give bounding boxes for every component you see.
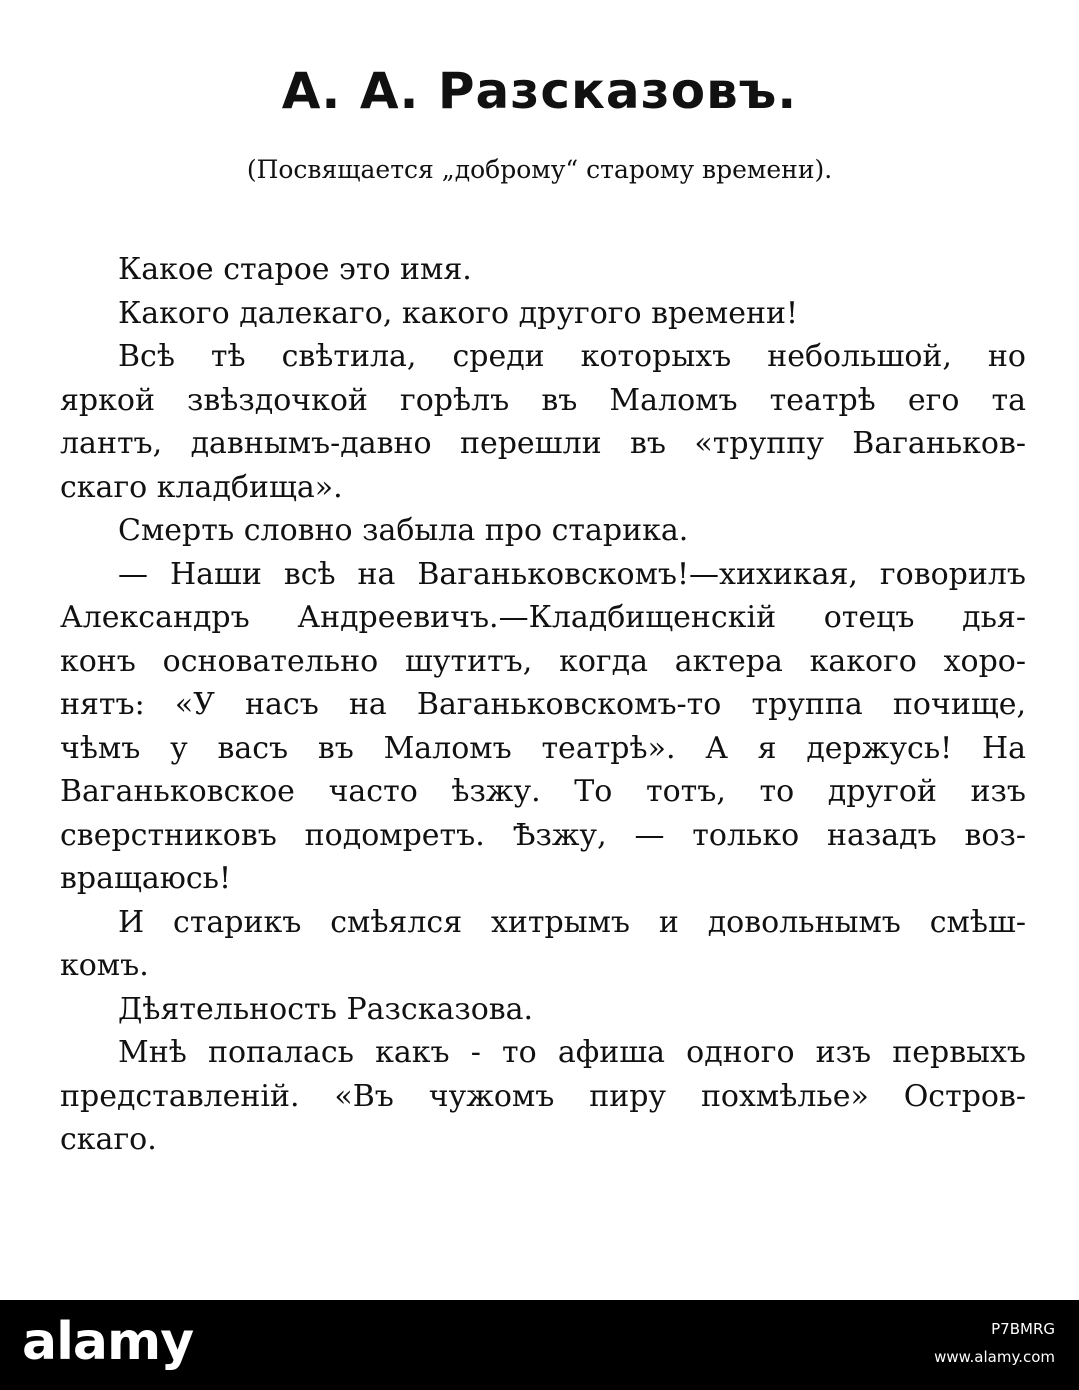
text-line: И старикъ смѣялся хитрымъ и довольнымъ смѣш- (118, 904, 1026, 940)
text-line: Дѣятельность Разсказова. (118, 991, 534, 1027)
text-line: представленій. «Въ чужомъ пиру похмѣлье» Остров- (60, 1078, 1026, 1114)
document-title: А. А. Разсказовъ. (281, 62, 798, 120)
alamy-logo: alamy (22, 1312, 194, 1372)
text-line: скаго кладбища». (60, 469, 343, 505)
text-line: яркой звѣздочкой горѣлъ въ Маломъ театрѣ его та (60, 382, 1026, 418)
text-line: Ваганьковское часто ѣзжу. То тотъ, то другой изъ (60, 774, 1026, 809)
text-line: конъ основательно шутитъ, когда актера какого хоро- (60, 643, 1026, 679)
text-line: нятъ: «У насъ на Ваганьковскомъ-то труппа почище, (60, 687, 1026, 722)
text-line: Смерть словно забыла про старика. (118, 513, 689, 548)
footer-url: www.alamy.com (934, 1348, 1055, 1366)
dedication-line: (Посвящается „доброму“ старому времени). (246, 155, 833, 184)
image-id: P7BMRG (991, 1320, 1055, 1338)
text-line: скаго. (60, 1122, 157, 1157)
text-line: Какое старое это имя. (118, 252, 472, 287)
text-line: — Наши всѣ на Ваганьковскомъ!—хихикая, говорилъ (118, 556, 1026, 592)
text-line: лантъ, давнымъ-давно перешли въ «труппу Ваганьков- (60, 426, 1026, 461)
body-text (60, 248, 1026, 1162)
text-line: Мнѣ попалась какъ - то афиша одного изъ первыхъ (118, 1035, 1026, 1070)
text-line: комъ. (60, 948, 149, 983)
text-line: Александръ Андреевичъ.—Кладбищенскій отецъ дья- (60, 600, 1026, 635)
watermark-footer (0, 1300, 1079, 1390)
text-line: Всѣ тѣ свѣтила, среди которыхъ небольшой, но (118, 339, 1026, 374)
text-line: вращаюсь! (60, 861, 232, 896)
text-line: сверстниковъ подомретъ. Ѣзжу, — только назадъ воз- (60, 817, 1026, 853)
text-line: чѣмъ у васъ въ Маломъ театрѣ». А я держусь! На (60, 730, 1026, 766)
text-line: Какого далекаго, какого другого времени! (118, 295, 799, 331)
